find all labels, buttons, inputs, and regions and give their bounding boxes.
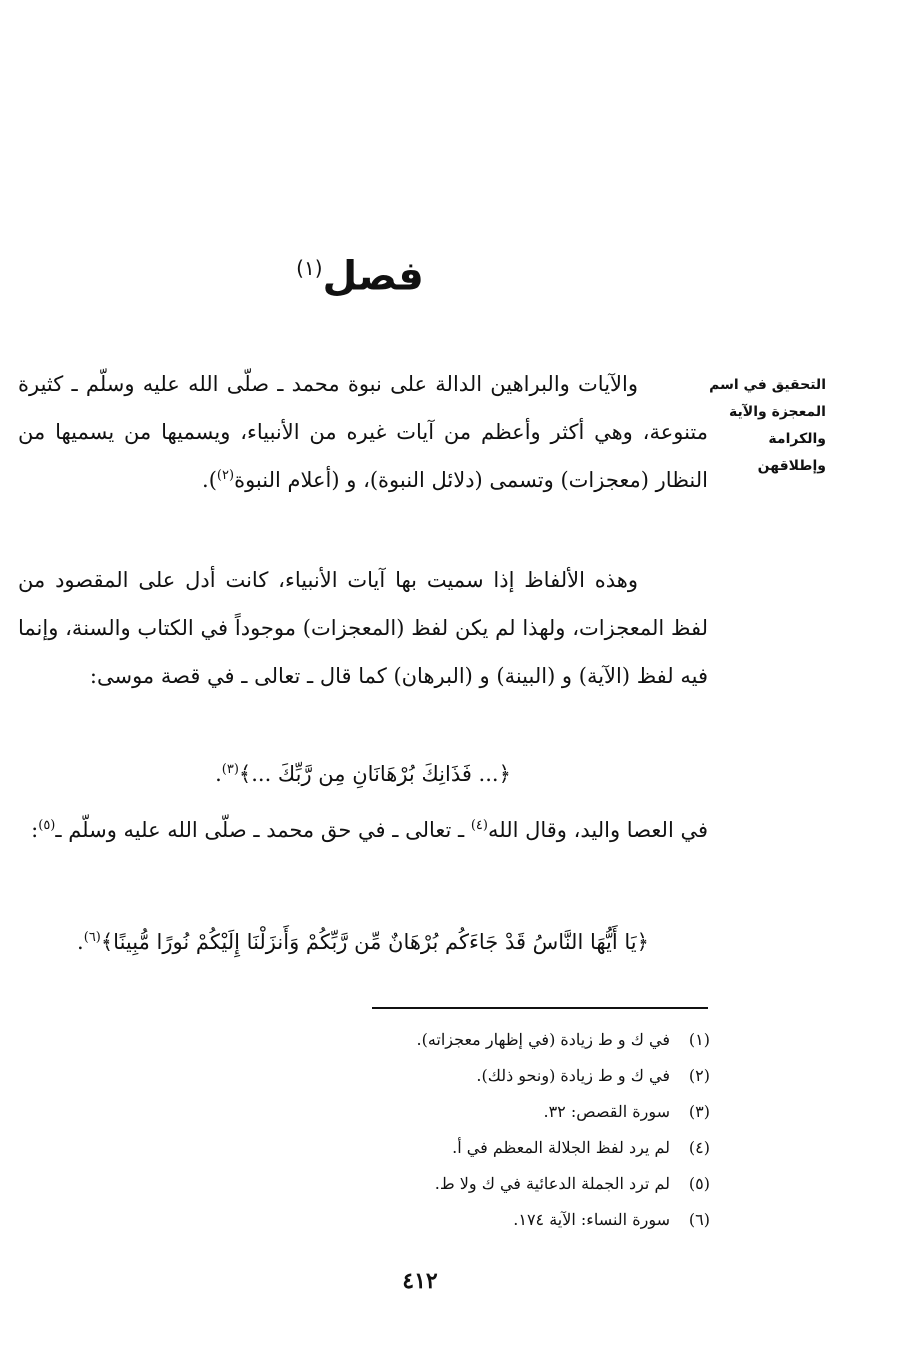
footnote-ref: (٥) bbox=[38, 818, 56, 833]
title-footnote-ref: (١) bbox=[296, 256, 323, 280]
margin-note bbox=[709, 372, 826, 480]
paragraph-2 bbox=[18, 556, 708, 700]
margin-note-line: والكرامة bbox=[768, 431, 826, 447]
footnote-text: في ك و ط زيادة (في إظهار معجزاته). bbox=[416, 1030, 670, 1049]
paragraph-3 bbox=[18, 806, 708, 854]
footnote-text: لم ترد الجملة الدعائية في ك ولا ط. bbox=[434, 1174, 670, 1193]
margin-note-line: المعجزة والآية bbox=[729, 404, 826, 420]
verse-1-end: . bbox=[215, 762, 222, 786]
section-title-text: فصل bbox=[322, 253, 424, 300]
footnote-item bbox=[300, 1202, 710, 1238]
footnote-item bbox=[300, 1022, 710, 1058]
paragraph-3-text-a: في العصا واليد، وقال الله bbox=[487, 818, 708, 842]
footnote-number: (٦) bbox=[688, 1210, 710, 1229]
footnote-item bbox=[300, 1058, 710, 1094]
paragraph-1 bbox=[18, 360, 708, 504]
margin-note-line: التحقيق في اسم bbox=[709, 377, 826, 393]
paragraph-2-text: وهذه الألفاظ إذا سميت بها آيات الأنبياء، كانت أدل على المقصود من لفظ المعجزات، ولهذا لم يكن لفظ (المعجزات) موجوداً في الكتاب والسنة، وإنما فيه لفظ (الآية) و (البينة) و (البرهان) كما قال ـ تعالى ـ في قصة موسى: bbox=[18, 568, 708, 688]
verse-1-text: ﴿... فَذَانِكَ بُرْهَانَانِ مِن رَّبِّكَ ...﴾ bbox=[238, 762, 511, 786]
footnote-text: لم يرد لفظ الجلالة المعظم في أ. bbox=[452, 1138, 670, 1157]
paragraph-1-text: والآيات والبراهين الدالة على نبوة محمد ـ صلّى الله عليه وسلّم ـ كثيرة متنوعة، وهي أكثر وأعظم من آيات غيره من الأنبياء، ويسميها من يسميها من النظار (معجزات) وتسمى (دلائل النبوة)، و (أعلام النبوة bbox=[18, 372, 708, 492]
footnote-text: سورة القصص: ٣٢. bbox=[543, 1102, 670, 1121]
footnote-separator bbox=[372, 1007, 708, 1009]
footnote-item bbox=[300, 1130, 710, 1166]
footnote-text: في ك و ط زيادة (ونحو ذلك). bbox=[476, 1066, 670, 1085]
verse-2-text: ﴿يَا أَيُّهَا النَّاسُ قَدْ جَاءَكُم بُرْهَانٌ مِّن رَّبِّكُمْ وَأَنزَلْنَا إِلَيْكُمْ نُورًا مُّبِينًا﴾ bbox=[100, 930, 649, 954]
footnote-number: (٥) bbox=[688, 1174, 710, 1193]
margin-note-line: وإطلاقهن bbox=[757, 458, 826, 474]
footnote-number: (٤) bbox=[688, 1138, 710, 1157]
footnote-ref: (٤) bbox=[470, 818, 488, 833]
footnote-number: (٢) bbox=[688, 1066, 710, 1085]
footnote-text: سورة النساء: الآية ١٧٤. bbox=[513, 1210, 670, 1229]
quran-verse-2 bbox=[18, 920, 708, 964]
verse-2-end: . bbox=[77, 930, 84, 954]
footnotes-list bbox=[300, 1022, 710, 1238]
paragraph-3-text-b: ـ تعالى ـ في حق محمد ـ صلّى الله عليه وسلّم ـ bbox=[55, 818, 471, 842]
page-number: ٤١٢ bbox=[402, 1268, 438, 1294]
paragraph-1-end: ). bbox=[202, 468, 217, 492]
paragraph-3-text-c: : bbox=[31, 818, 39, 842]
footnote-ref: (٢) bbox=[216, 468, 235, 483]
footnote-ref: (٦) bbox=[83, 930, 101, 945]
section-title bbox=[250, 238, 470, 306]
footnote-number: (٣) bbox=[688, 1102, 710, 1121]
footnote-number: (١) bbox=[688, 1030, 710, 1049]
footnote-item bbox=[300, 1166, 710, 1202]
footnote-item bbox=[300, 1094, 710, 1130]
quran-verse-1 bbox=[18, 752, 708, 796]
footnote-ref: (٣) bbox=[221, 762, 239, 777]
